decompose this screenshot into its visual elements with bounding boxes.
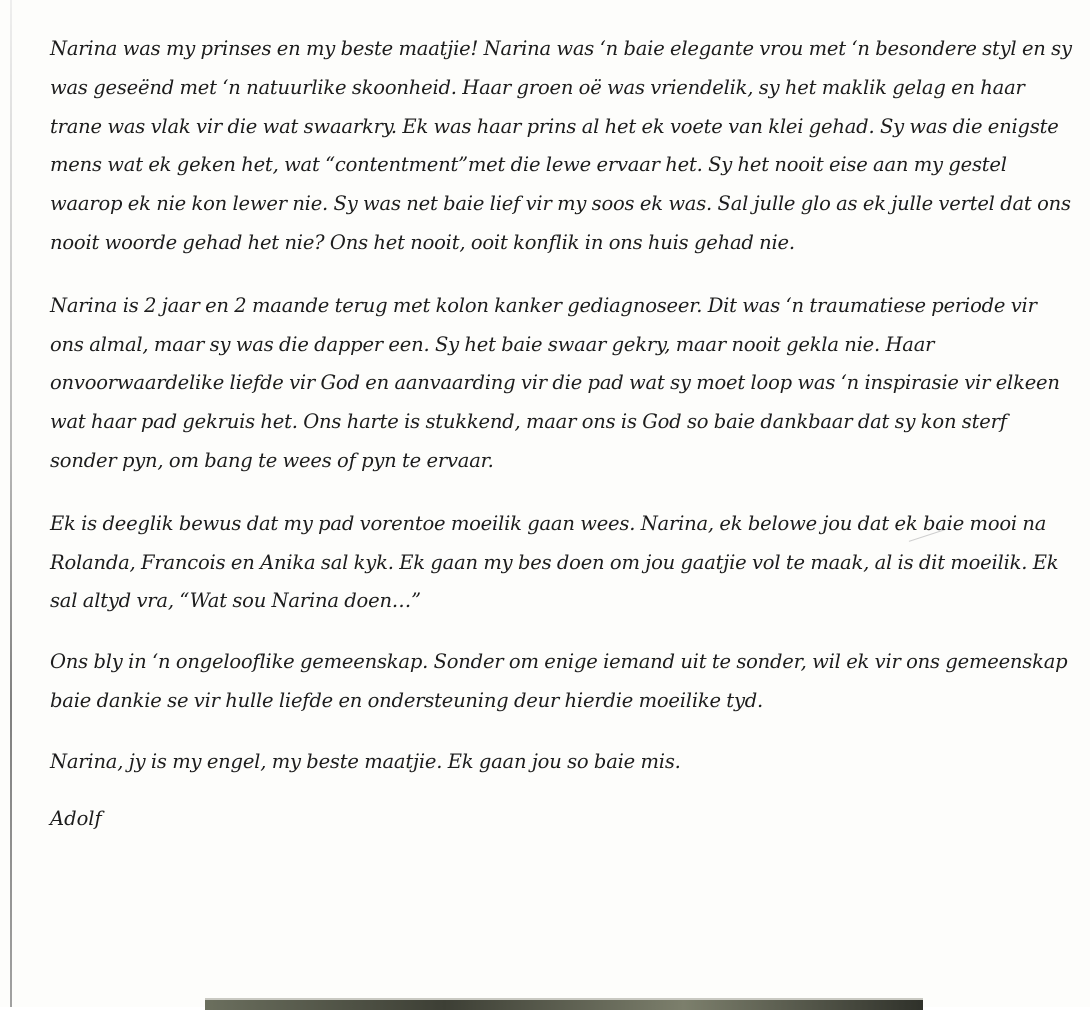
paragraph-3: Ek is deeglik bewus dat my pad vorentoe moeilik gaan wees. Narina, ek belowe jou dat ek baie mooi na Rolanda, Francois en Anika sal kyk. Ek gaan my bes doen om jou gaatjie vol te maak, al is dit moeilik. Ek sal altyd vra, “Wat sou Narina doen…” (50, 511, 1059, 613)
signature: Adolf (50, 806, 102, 830)
paragraph-1: Narina was my prinses en my beste maatjie! Narina was ‘n baie elegante vrou met ‘n besondere styl en sy was geseënd met ‘n natuurlike skoonheid. Haar groen oë was vriendelik, sy het maklik gelag en haar trane was vlak vir die wat swaarkry. Ek was haar prins al het ek voete van klei gehad. Sy was die enigste mens wat ek geken het, wat “contentment”met die lewe ervaar het. Sy het nooit eise aan my gestel waarop ek nie kon lewer nie. Sy was net baie lief vir my soos ek was. Sal julle glo as ek julle vertel dat ons nooit woorde gehad het nie? Ons het nooit, ooit konflik in ons huis gehad nie. (50, 37, 1072, 254)
paragraph-5: Narina, jy is my engel, my beste maatjie. Ek gaan jou so baie mis. (50, 749, 681, 773)
photo-top-edge (205, 1000, 923, 1010)
paragraph-4: Ons bly in ‘n ongelooflike gemeenskap. Sonder om enige iemand uit te sonder, wil ek vir ons gemeenskap baie dankie se vir hulle liefde en ondersteuning deur hierdie moeilike tyd. (50, 650, 1068, 712)
scan-edge-shadow (10, 0, 12, 1007)
letter-body (50, 30, 1075, 834)
paragraph-2: Narina is 2 jaar en 2 maande terug met kolon kanker gediagnoseer. Dit was ‘n traumatiese periode vir ons almal, maar sy was die dapper een. Sy het baie swaar gekry, maar nooit gekla nie. Haar onvoorwaardelike liefde vir God en aanvaarding vir die pad wat sy moet loop was ‘n inspirasie vir elkeen wat haar pad gekruis het. Ons harte is stukkend, maar ons is God so baie dankbaar dat sy kon sterf sonder pyn, om bang te wees of pyn te ervaar. (50, 293, 1060, 472)
